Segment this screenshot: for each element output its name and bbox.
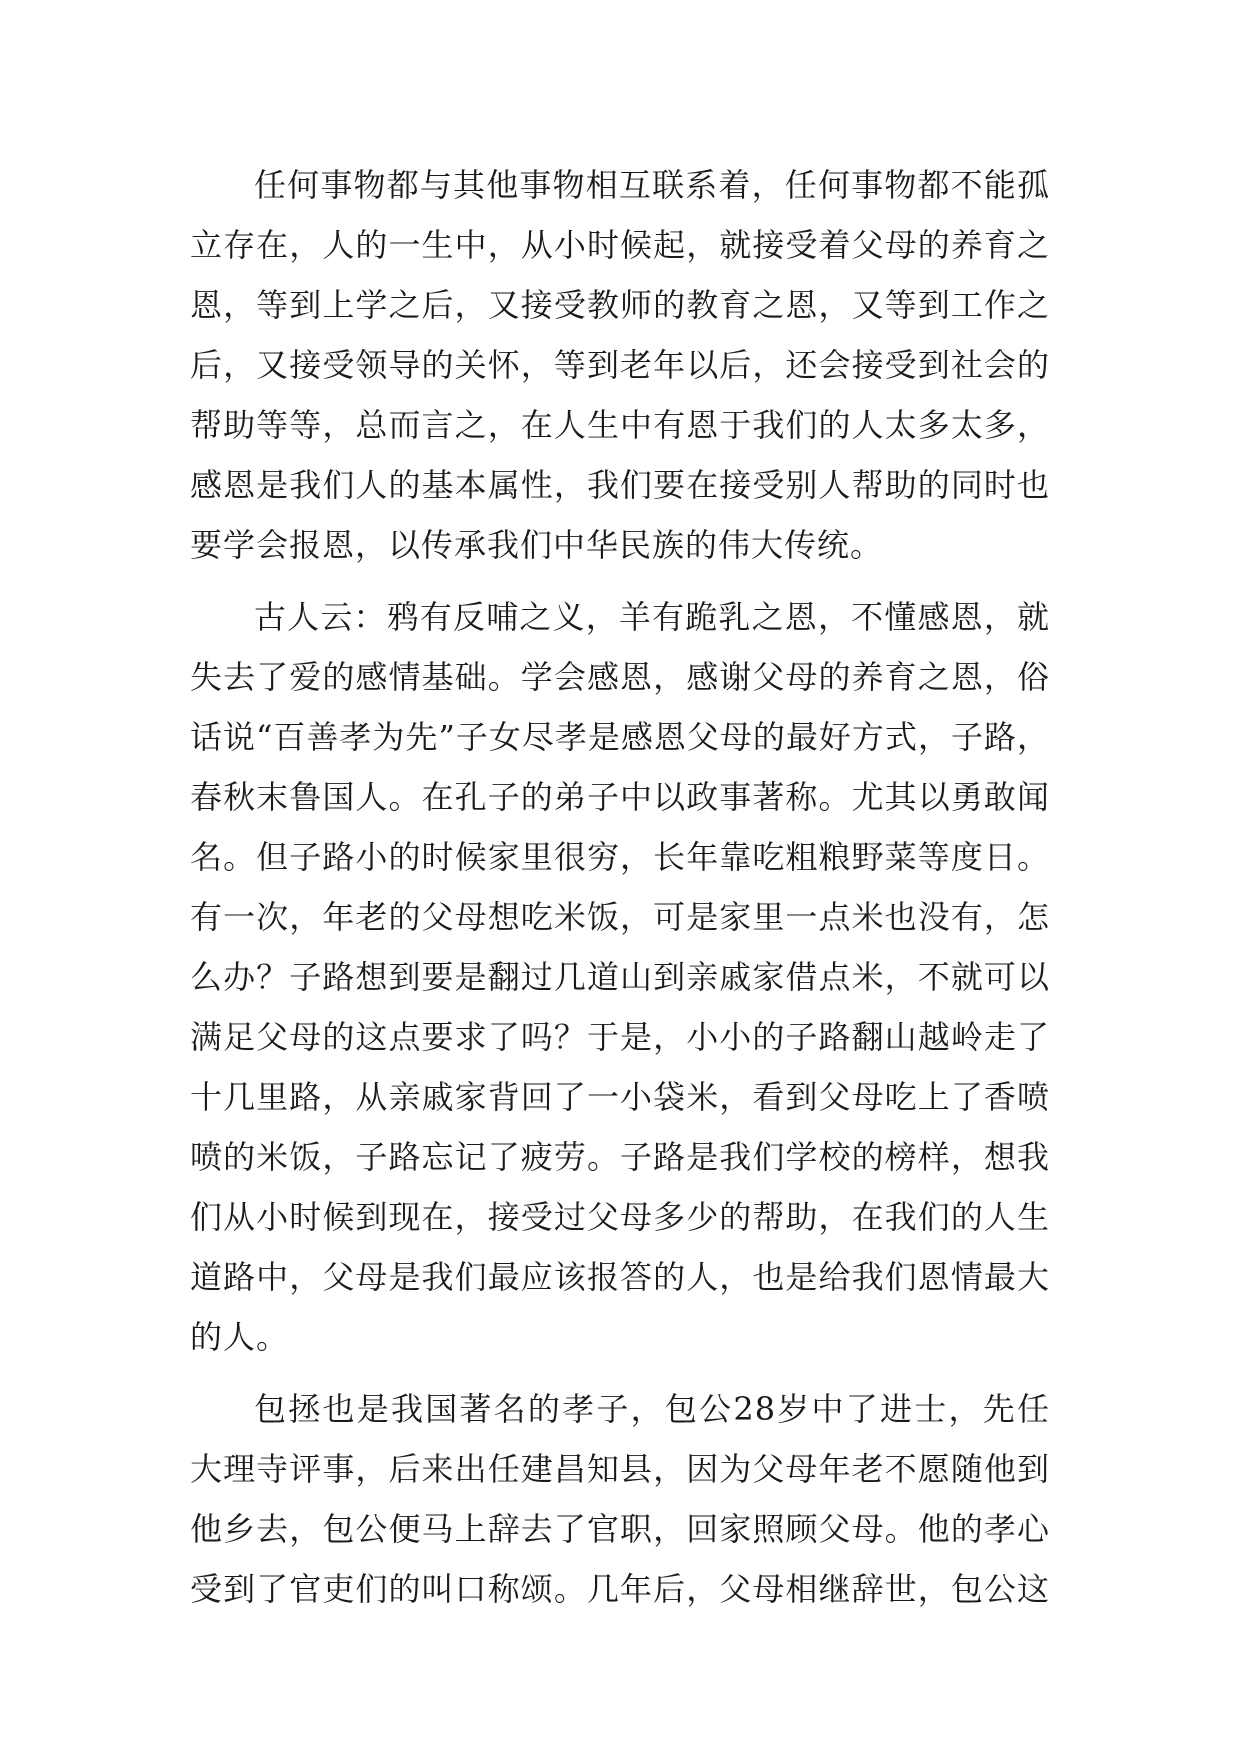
text-line: 任何事物都与其他事物相互联系着，任何事物都不能孤 (254, 166, 1050, 204)
text-line: 古人云：鸦有反哺之义，羊有跪乳之恩，不懂感恩，就 (254, 598, 1050, 636)
text-line: 包拯也是我国著名的孝子，包公28岁中了进士，先任 (254, 1390, 1050, 1428)
text-line: 帮助等等，总而言之，在人生中有恩于我们的人太多太多， (190, 406, 1050, 444)
paragraph-1 (190, 155, 1050, 575)
paragraph-3 (190, 1379, 1050, 1619)
text-line: 名。但子路小的时候家里很穷，长年靠吃粗粮野菜等度日。 (190, 838, 1050, 876)
text-line: 么办？子路想到要是翻过几道山到亲戚家借点米，不就可以 (190, 958, 1050, 996)
text-line: 他乡去，包公便马上辞去了官职，回家照顾父母。他的孝心 (190, 1510, 1050, 1548)
text-line: 大理寺评事，后来出任建昌知县，因为父母年老不愿随他到 (190, 1450, 1050, 1488)
paragraph-spacer (190, 1367, 1050, 1379)
text-line: 有一次，年老的父母想吃米饭，可是家里一点米也没有，怎 (190, 898, 1050, 936)
text-line: 十几里路，从亲戚家背回了一小袋米，看到父母吃上了香喷 (190, 1078, 1050, 1116)
text-line: 受到了官吏们的叫口称颂。几年后，父母相继辞世，包公这 (190, 1570, 1050, 1608)
text-line: 失去了爱的感情基础。学会感恩，感谢父母的养育之恩，俗 (190, 658, 1050, 696)
text-line: 喷的米饭，子路忘记了疲劳。子路是我们学校的榜样，想我 (190, 1138, 1050, 1176)
text-line: 立存在，人的一生中，从小时候起，就接受着父母的养育之 (190, 226, 1050, 264)
document-body (190, 155, 1050, 1619)
text-line: 春秋末鲁国人。在孔子的弟子中以政事著称。尤其以勇敢闻 (190, 778, 1050, 816)
text-line: 们从小时候到现在，接受过父母多少的帮助，在我们的人生 (190, 1198, 1050, 1236)
text-line: 的人。 (190, 1318, 290, 1356)
text-line: 道路中，父母是我们最应该报答的人，也是给我们恩情最大 (190, 1258, 1050, 1296)
paragraph-spacer (190, 575, 1050, 587)
text-line: 满足父母的这点要求了吗？于是，小小的子路翻山越岭走了 (190, 1018, 1050, 1056)
text-line: 后，又接受领导的关怀，等到老年以后，还会接受到社会的 (190, 346, 1050, 384)
text-line: 感恩是我们人的基本属性，我们要在接受别人帮助的同时也 (190, 466, 1050, 504)
text-line: 要学会报恩，以传承我们中华民族的伟大传统。 (190, 526, 884, 564)
text-line: 话说“百善孝为先”子女尽孝是感恩父母的最好方式，子路， (190, 718, 1050, 756)
paragraph-2 (190, 587, 1050, 1367)
text-line: 恩，等到上学之后，又接受教师的教育之恩，又等到工作之 (190, 286, 1050, 324)
